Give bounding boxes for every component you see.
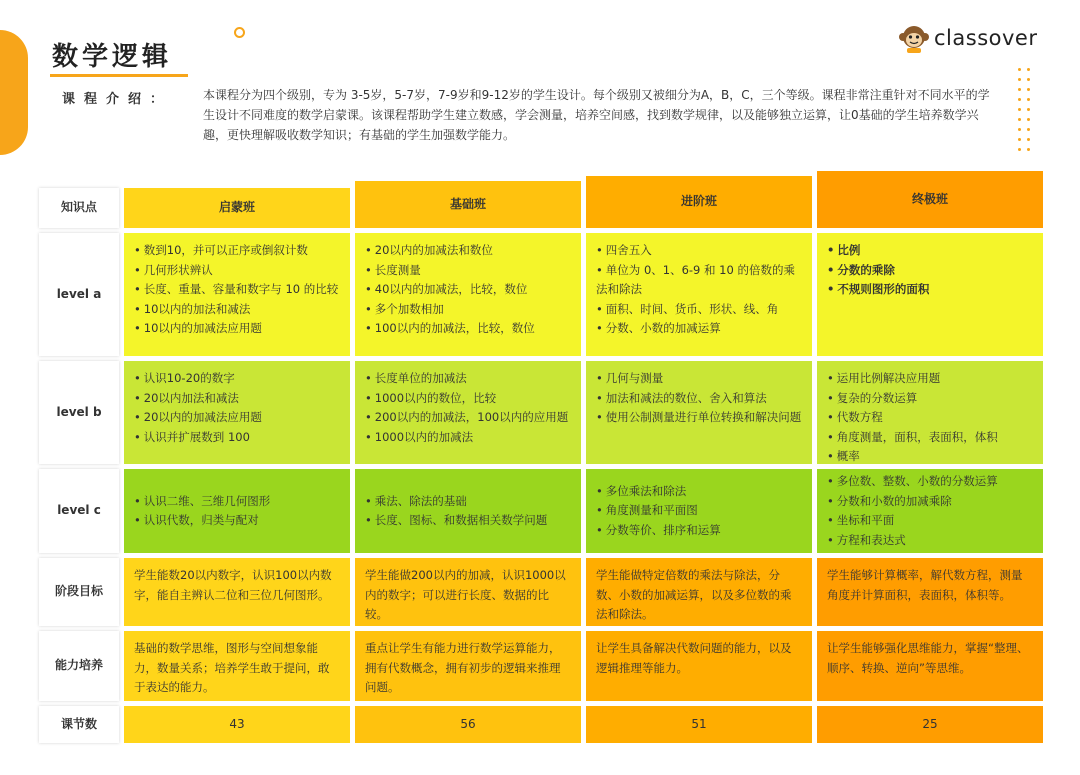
row-label: level b <box>39 361 119 464</box>
dot-grid-ornament <box>1018 68 1030 150</box>
list-item: • 20以内的加减法应用题 <box>134 408 340 428</box>
list-item: • 认识10-20的数字 <box>134 369 340 389</box>
list-item: • 认识并扩展数到 100 <box>134 428 340 448</box>
column-header: 基础班 <box>355 181 581 228</box>
bullet-list <box>365 241 571 339</box>
bullet-list <box>827 472 1033 550</box>
list-item: • 10以内的加法和减法 <box>134 300 340 320</box>
level-b-cell <box>124 361 350 464</box>
page-title: 数学逻辑 <box>52 42 173 72</box>
table-corner-header: 知识点 <box>39 188 119 228</box>
ability-cell: 重点让学生有能力进行数学运算能力，拥有代数概念，拥有初步的逻辑来推理问题。 <box>355 631 581 701</box>
level-c-cell <box>355 469 581 553</box>
list-item: • 40以内的加减法，比较，数位 <box>365 280 571 300</box>
level-a-cell <box>355 233 581 356</box>
list-item: • 100以内的加减法，比较，数位 <box>365 319 571 339</box>
row-label: level c <box>39 469 119 553</box>
level-c-cell <box>817 469 1043 553</box>
list-item: • 运用比例解决应用题 <box>827 369 1033 389</box>
list-item: • 20以内加法和减法 <box>134 389 340 409</box>
bullet-list <box>134 369 340 447</box>
goal-cell: 学生能做200以内的加减，认识1000以内的数字；可以进行长度、数据的比较。 <box>355 558 581 626</box>
bullet-list <box>827 241 1033 300</box>
lesson-count: 51 <box>586 706 812 743</box>
brand-name: classover <box>934 26 1038 50</box>
list-item: • 单位为 0、1、6-9 和 10 的倍数的乘法和除法 <box>596 261 802 300</box>
list-item: • 分数等价、排序和运算 <box>596 521 802 541</box>
bullet-list <box>596 241 802 339</box>
row-label: 阶段目标 <box>39 558 119 626</box>
bullet-list <box>596 482 802 541</box>
list-item: • 概率 <box>827 447 1033 467</box>
list-item: • 复杂的分数运算 <box>827 389 1033 409</box>
list-item: • 长度测量 <box>365 261 571 281</box>
list-item: • 多位乘法和除法 <box>596 482 802 502</box>
lesson-count: 43 <box>124 706 350 743</box>
level-b-cell <box>817 361 1043 464</box>
list-item: • 长度、重量、容量和数字与 10 的比较 <box>134 280 340 300</box>
list-item: • 分数的乘除 <box>827 261 1033 281</box>
list-item: • 比例 <box>827 241 1033 261</box>
list-item: • 角度测量，面积，表面积，体积 <box>827 428 1033 448</box>
ring-ornament-icon <box>234 27 245 38</box>
ability-cell: 让学生具备解决代数问题的能力，以及逻辑推理等能力。 <box>586 631 812 701</box>
column-header: 启蒙班 <box>124 188 350 228</box>
list-item: • 几何形状辨认 <box>134 261 340 281</box>
list-item: • 1000以内的数位，比较 <box>365 389 571 409</box>
list-item: • 长度单位的加减法 <box>365 369 571 389</box>
level-c-cell <box>124 469 350 553</box>
list-item: • 加法和减法的数位、舍入和算法 <box>596 389 802 409</box>
ability-cell: 基础的数学思维，图形与空间想象能力，数量关系；培养学生敢于提问，敢于表达的能力。 <box>124 631 350 701</box>
bullet-list <box>596 369 802 428</box>
level-b-cell <box>355 361 581 464</box>
bullet-list <box>365 492 571 531</box>
monkey-logo-icon <box>898 22 930 54</box>
list-item: • 坐标和平面 <box>827 511 1033 531</box>
list-item: • 数到10，并可以正序或倒叙计数 <box>134 241 340 261</box>
list-item: • 1000以内的加减法 <box>365 428 571 448</box>
level-b-cell <box>586 361 812 464</box>
list-item: • 200以内的加减法，100以内的应用题 <box>365 408 571 428</box>
column-header: 进阶班 <box>586 176 812 228</box>
level-a-cell <box>817 233 1043 356</box>
lesson-count: 56 <box>355 706 581 743</box>
level-c-cell <box>586 469 812 553</box>
list-item: • 乘法、除法的基础 <box>365 492 571 512</box>
list-item: • 认识代数，归类与配对 <box>134 511 340 531</box>
goal-cell: 学生能数20以内数字，认识100以内数字，能自主辨认二位和三位几何图形。 <box>124 558 350 626</box>
row-label: 能力培养 <box>39 631 119 701</box>
list-item: • 不规则图形的面积 <box>827 280 1033 300</box>
list-item: • 多个加数相加 <box>365 300 571 320</box>
list-item: • 分数、小数的加减运算 <box>596 319 802 339</box>
list-item: • 角度测量和平面图 <box>596 501 802 521</box>
intro-text: 本课程分为四个级别，专为 3-5岁，5-7岁，7-9岁和9-12岁的学生设计。每个级别又被细分为A，B，C，三个等级。课程非常注重针对不同水平的学生设计不同难度的数学启蒙课。该课程帮助学生建立数感，学会测量，培养空间感，找到数学规律，以及能够独立运算，让0基础的学生培养数学兴趣，更快理解吸收数学知识；有基础的学生加强数学能力。 <box>203 88 990 142</box>
list-item: • 四舍五入 <box>596 241 802 261</box>
list-item: • 分数和小数的加减乘除 <box>827 492 1033 512</box>
list-item: • 20以内的加减法和数位 <box>365 241 571 261</box>
list-item: • 多位数、整数、小数的分数运算 <box>827 472 1033 492</box>
list-item: • 认识二维、三维几何图形 <box>134 492 340 512</box>
goal-cell: 学生能够计算概率，解代数方程，测量角度并计算面积，表面积，体积等。 <box>817 558 1043 626</box>
bullet-list <box>365 369 571 447</box>
lesson-count: 25 <box>817 706 1043 743</box>
ability-cell: 让学生能够强化思维能力，掌握“整理、顺序、转换、逆向”等思维。 <box>817 631 1043 701</box>
row-label: 课节数 <box>39 706 119 743</box>
brand-logo <box>898 22 1037 54</box>
left-accent-tab <box>0 30 28 155</box>
bullet-list <box>134 241 340 339</box>
title-underline <box>50 74 188 77</box>
goal-cell: 学生能做特定倍数的乘法与除法，分数、小数的加减运算，以及多位数的乘法和除法。 <box>586 558 812 626</box>
intro-label: 课程介绍： <box>62 92 173 107</box>
list-item: • 长度、图标、和数据相关数学问题 <box>365 511 571 531</box>
bullet-list <box>134 492 340 531</box>
list-item: • 方程和表达式 <box>827 531 1033 551</box>
list-item: • 面积、时间、货币、形状、线、角 <box>596 300 802 320</box>
list-item: • 代数方程 <box>827 408 1033 428</box>
row-label: level a <box>39 233 119 356</box>
level-a-cell <box>586 233 812 356</box>
list-item: • 10以内的加减法应用题 <box>134 319 340 339</box>
bullet-list <box>827 369 1033 467</box>
list-item: • 几何与测量 <box>596 369 802 389</box>
column-header: 终极班 <box>817 171 1043 228</box>
level-a-cell <box>124 233 350 356</box>
list-item: • 使用公制测量进行单位转换和解决问题 <box>596 408 802 428</box>
